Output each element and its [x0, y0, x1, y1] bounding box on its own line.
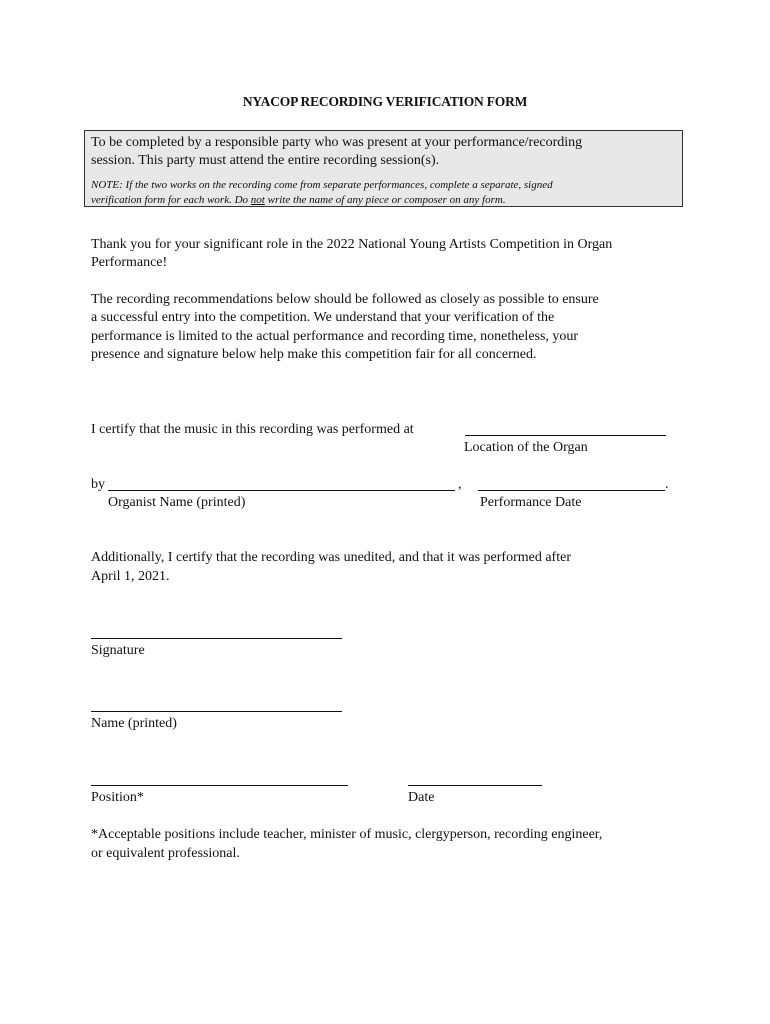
instructions-line-1: To be completed by a responsible party who was present at your performance/recording: [91, 135, 583, 150]
performance-date-line[interactable]: [478, 490, 665, 491]
footnote-line-1: *Acceptable positions include teacher, minister of music, clergyperson, recording engineer,: [91, 827, 603, 842]
organist-name-caption: Organist Name (printed): [108, 495, 246, 510]
certify-location-text: I certify that the music in this recording was performed at: [91, 422, 414, 437]
name-printed-line[interactable]: [91, 711, 342, 712]
position-line[interactable]: [91, 785, 348, 786]
organist-name-line[interactable]: [108, 490, 455, 491]
additional-line-2: April 1, 2021.: [91, 569, 170, 584]
position-caption: Position*: [91, 790, 144, 805]
instructions-line-2: session. This party must attend the entire recording session(s).: [91, 153, 440, 168]
additional-line-1: Additionally, I certify that the recording was unedited, and that it was performed after: [91, 550, 571, 565]
signature-line[interactable]: [91, 638, 342, 639]
note-line-1: NOTE: If the two works on the recording come from separate performances, complete a separate, signed: [91, 179, 553, 191]
recommendation-line-1: The recording recommendations below should be followed as closely as possible to ensure: [91, 292, 599, 307]
recommendation-line-2: a successful entry into the competition. We understand that your verification of the: [91, 310, 555, 325]
footnote-line-2: or equivalent professional.: [91, 846, 240, 861]
note-line-2-start: verification form for each work. Do: [91, 194, 251, 206]
by-label: by: [91, 477, 105, 492]
period-mark: .: [665, 477, 669, 492]
recommendation-line-3: performance is limited to the actual performance and recording time, nonetheless, your: [91, 329, 579, 344]
performance-date-caption: Performance Date: [480, 495, 582, 510]
thanks-line-1: Thank you for your significant role in the 2022 National Young Artists Competition in Organ: [91, 237, 613, 252]
note-line-2-end: write the name of any piece or composer on any form.: [264, 194, 506, 206]
thanks-line-2: Performance!: [91, 255, 168, 270]
date-line[interactable]: [408, 785, 542, 786]
comma-separator: ,: [458, 477, 462, 492]
recommendation-line-4: presence and signature below help make this competition fair for all concerned.: [91, 347, 537, 362]
date-caption: Date: [408, 790, 435, 805]
note-emphasis: not: [250, 194, 265, 206]
signature-caption: Signature: [91, 643, 145, 658]
form-title: NYACOP RECORDING VERIFICATION FORM: [242, 94, 528, 109]
note-line-2: [91, 193, 506, 208]
name-printed-caption: Name (printed): [91, 716, 177, 731]
location-caption: Location of the Organ: [464, 440, 588, 455]
instructions-box: [84, 130, 683, 207]
location-line[interactable]: [465, 435, 666, 436]
